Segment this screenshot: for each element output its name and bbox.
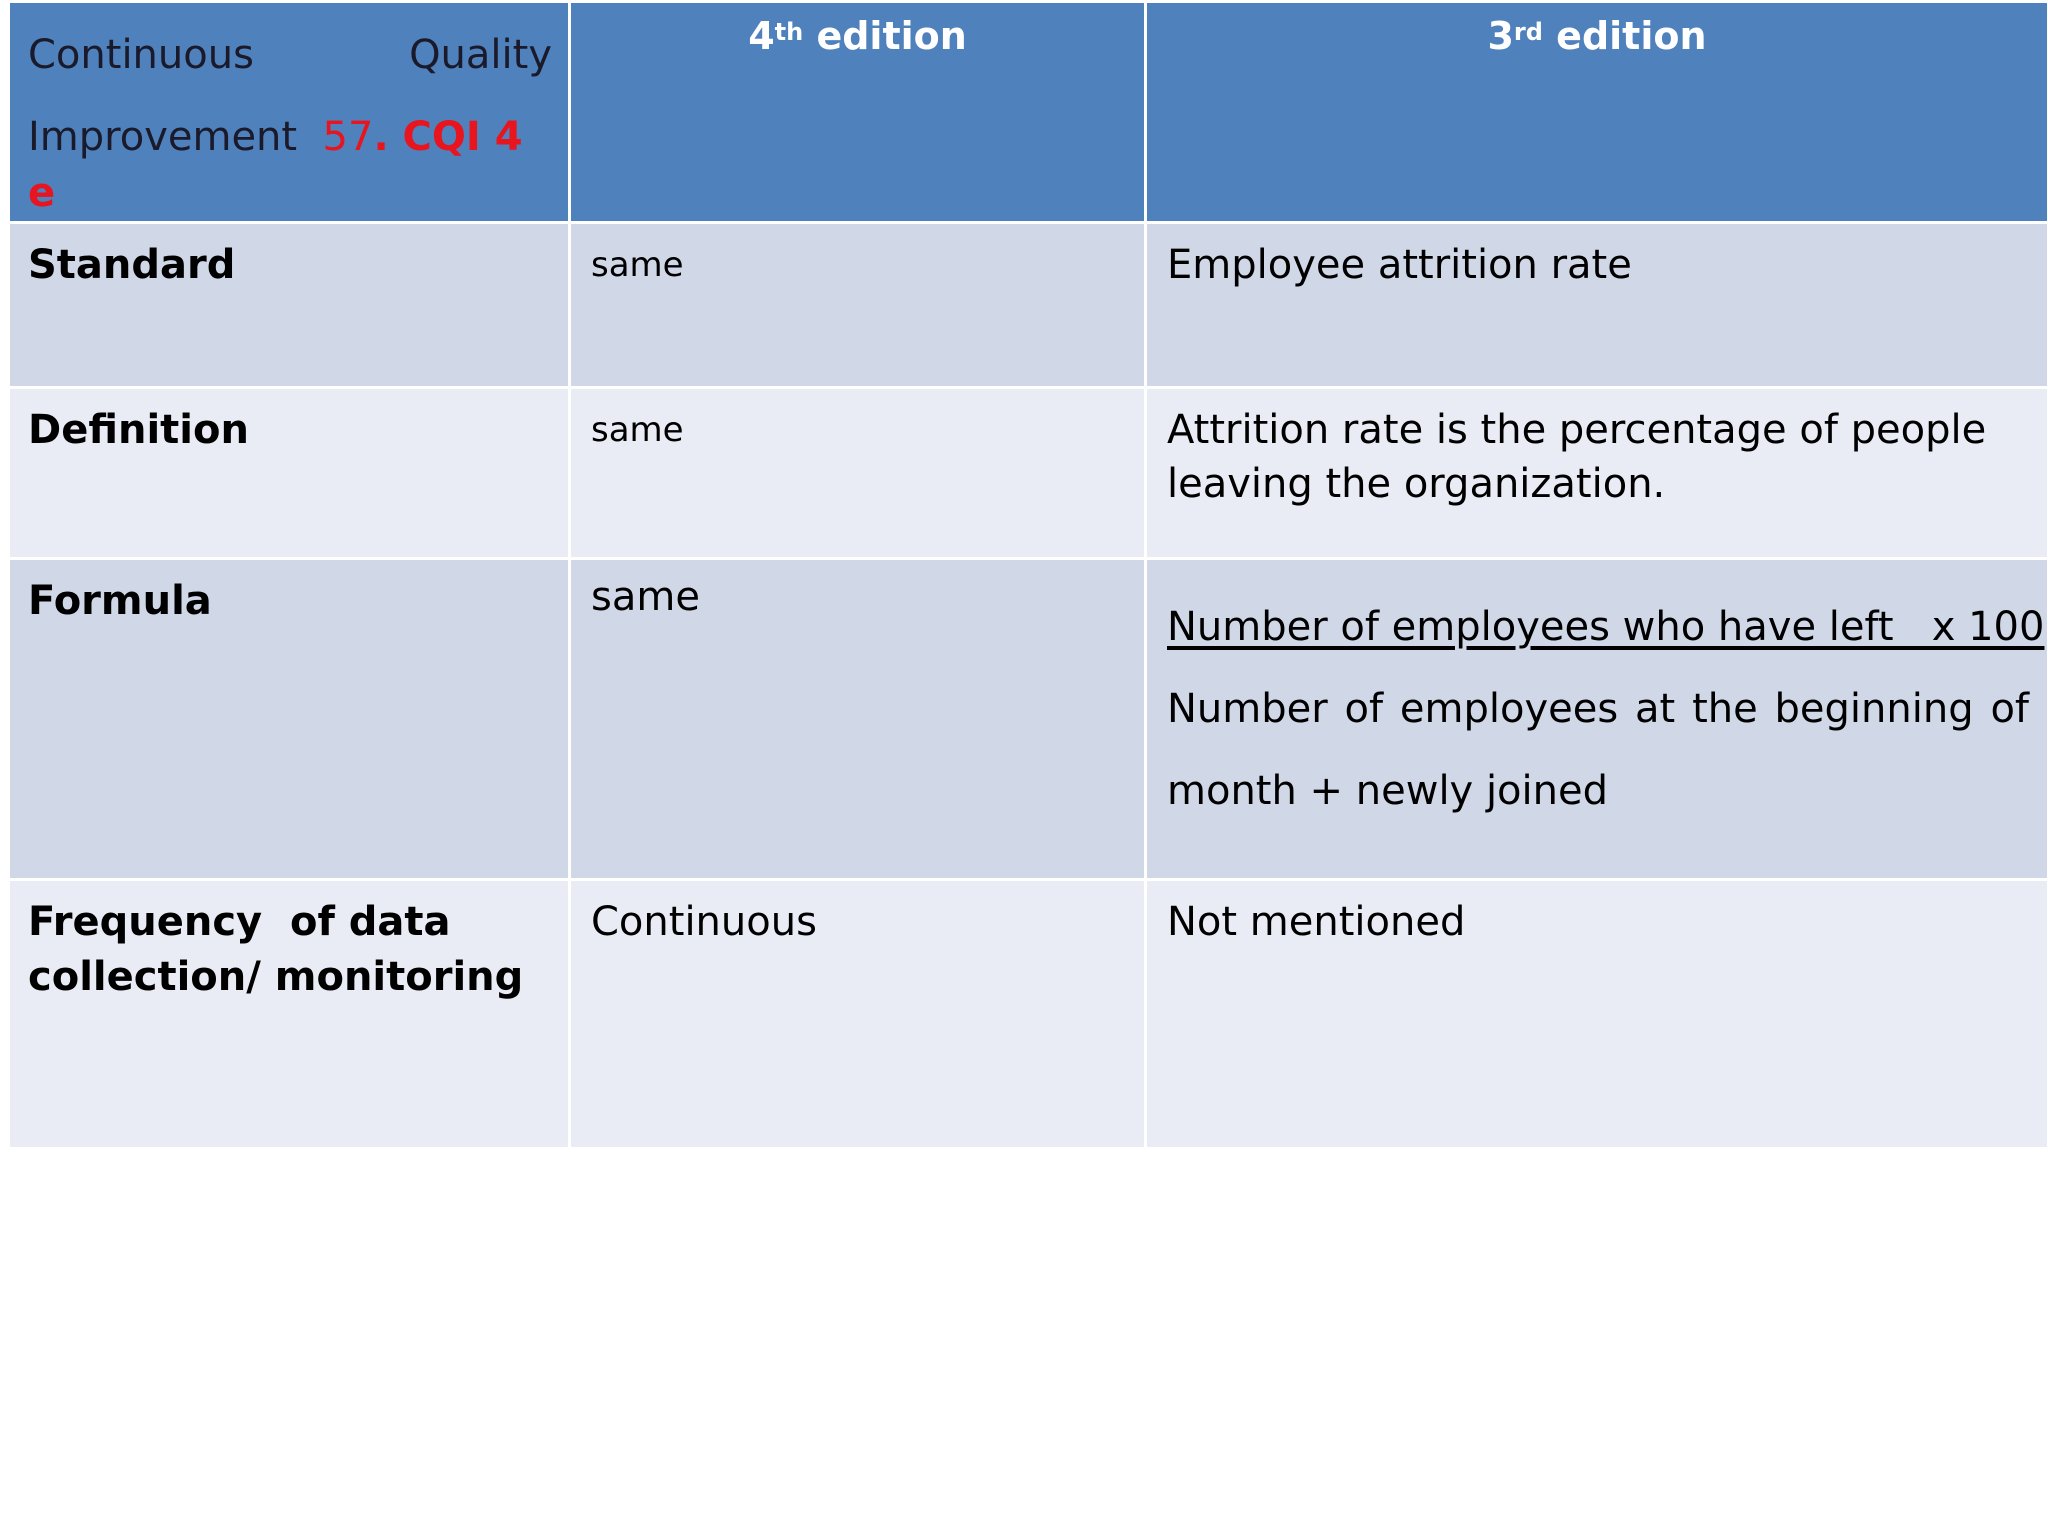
row-label-frequency: Frequency of data collection/ monitoring	[28, 899, 524, 1000]
cell-3rd-frequency: Not mentioned	[1167, 899, 1466, 945]
row-label-definition: Definition	[28, 407, 249, 453]
header-4th-sup: th	[774, 18, 804, 46]
table-row-frequency	[9, 880, 2048, 1149]
cell-4th-frequency: Continuous	[591, 899, 817, 945]
header-row	[9, 2, 2048, 223]
cell-4th-definition: same	[591, 410, 684, 450]
header-3rd-label: edition	[1542, 14, 1707, 58]
cell-4th-standard: same	[591, 245, 684, 285]
corner-word-improvement: Improvement	[28, 114, 298, 160]
formula-numerator: Number of employees who have left x 100	[1167, 604, 2045, 650]
formula-denominator: Number of employees at the beginning of month + newly joined	[1167, 686, 2029, 814]
header-3rd-num: 3	[1487, 14, 1514, 58]
cell-4th-formula: same	[591, 574, 700, 620]
corner-word-continuous: Continuous	[28, 32, 254, 78]
table-row-definition	[9, 388, 2048, 559]
row-label-formula: Formula	[28, 578, 212, 624]
header-4th-label: edition	[803, 14, 967, 58]
row-label-standard: Standard	[28, 242, 236, 288]
cell-3rd-definition: Attrition rate is the percentage of people leaving the organization.	[1167, 407, 1987, 507]
header-3rd-sup: rd	[1513, 18, 1543, 46]
table-row-formula	[9, 559, 2048, 880]
formula-block	[1147, 560, 2047, 832]
corner-word-quality: Quality	[409, 32, 552, 78]
table-row-standard	[9, 223, 2048, 388]
header-3rd-edition	[1146, 2, 2048, 223]
reference-number: 57	[322, 114, 374, 160]
cell-3rd-standard: Employee attrition rate	[1167, 242, 1632, 288]
reference-code: . CQI 4 e	[28, 114, 523, 216]
header-4th-edition	[570, 2, 1146, 223]
comparison-table	[7, 0, 2048, 1150]
header-corner-cell	[9, 2, 570, 223]
header-4th-num: 4	[748, 14, 775, 58]
